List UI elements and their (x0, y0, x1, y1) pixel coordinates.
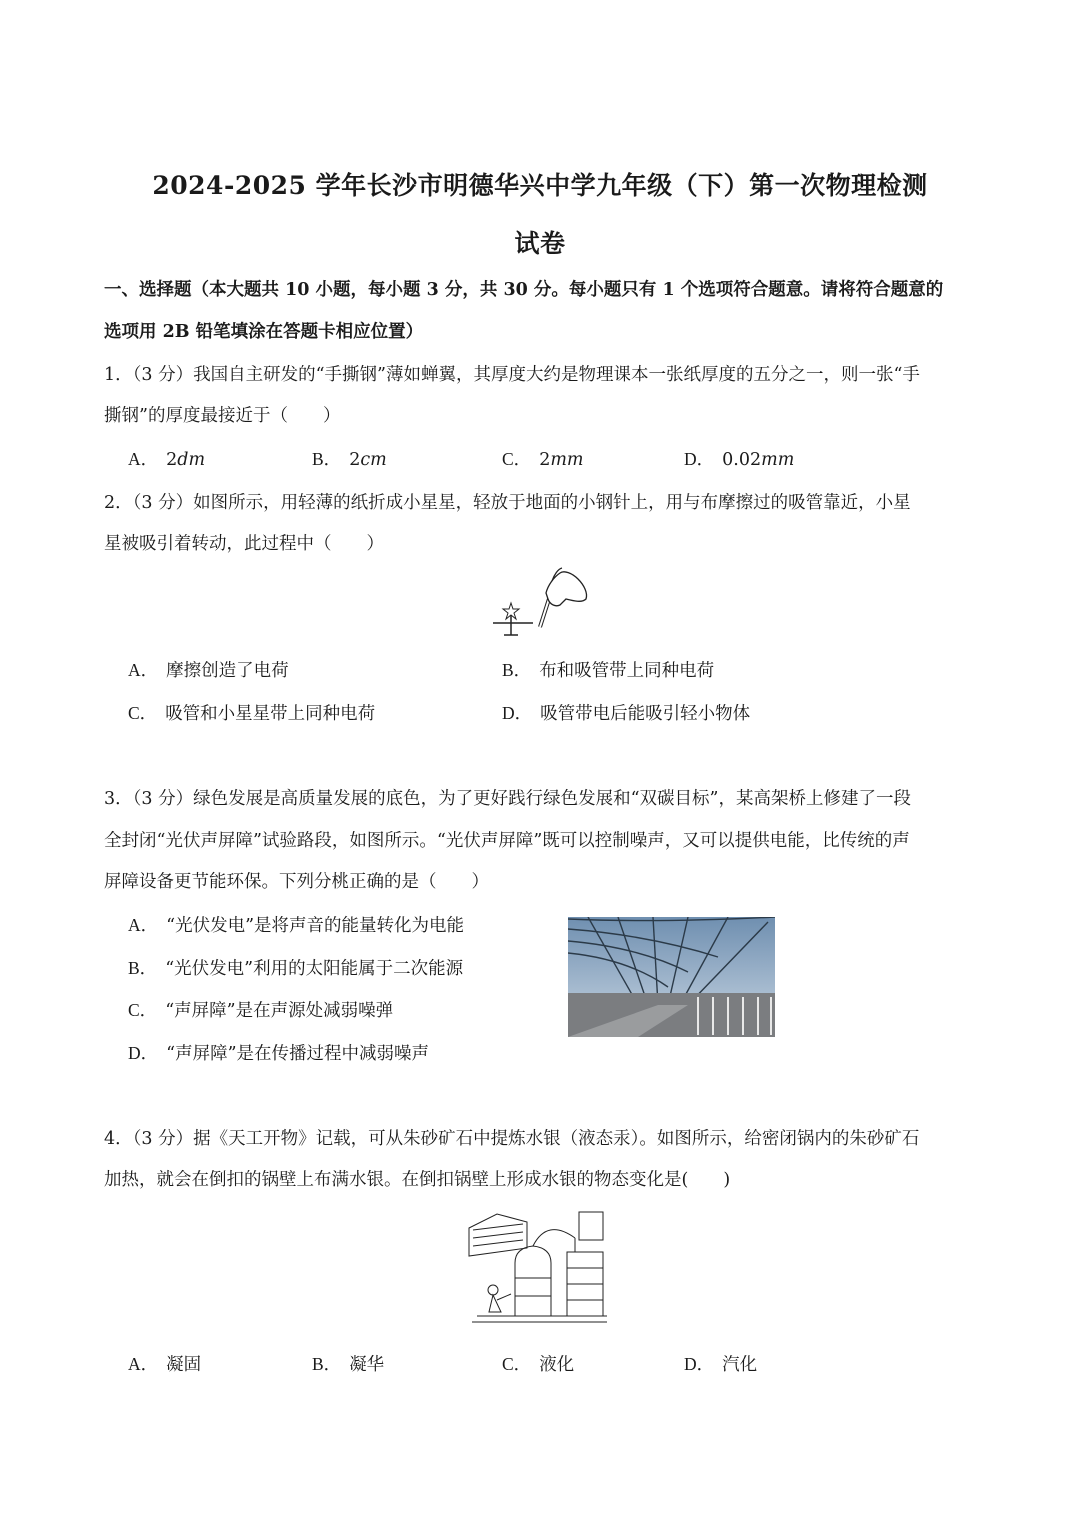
question-3-option-d[interactable]: D． “声屏障”是在传播过程中减弱噪声 (128, 1043, 430, 1064)
question-4-option-b[interactable]: B． 凝华 (312, 1354, 385, 1375)
question-2-option-b[interactable]: B． 布和吸管带上同种电荷 (502, 660, 715, 681)
question-2-stem: 2．（3 分）如图所示，用轻薄的纸折成小星星，轻放于地面的小钢针上，用与布摩擦过的吸管靠近，小星 (104, 493, 911, 513)
question-1-option-c[interactable]: C． 2mm (502, 449, 584, 470)
section-heading-line2: 选项用 2B 铅笔填涂在答题卡相应位置） (104, 322, 424, 342)
sound-barrier-photo (568, 917, 775, 1037)
question-3-option-b[interactable]: B． “光伏发电”利用的太阳能属于二次能源 (128, 958, 464, 979)
exam-title: 2024-2025 学年长沙市明德华兴中学九年级（下）第一次物理检测 (152, 171, 928, 200)
question-3-stem-line2: 全封闭“光伏声屏障”试验路段，如图所示。“光伏声屏障”既可以控制噪声，又可以提供电能，比传统的声 (104, 831, 910, 851)
question-4-stem-line2: 加热，就会在倒扣的锅壁上布满水银。在倒扣锅壁上形成水银的物态变化是( ) (104, 1170, 731, 1190)
question-3-option-c[interactable]: C． “声屏障”是在声源处减弱噪弹 (128, 1000, 394, 1021)
question-4-option-d[interactable]: D． 汽化 (684, 1354, 758, 1375)
straw-and-star-figure (488, 565, 593, 640)
exam-title-line2: 试卷 (514, 229, 566, 258)
question-3-stem-line3: 屏障设备更节能环保。下列分桃正确的是（ ） (104, 872, 489, 892)
question-1-option-d[interactable]: D． 0.02mm (684, 449, 795, 470)
question-2-stem-line2: 星被吸引着转动，此过程中（ ） (104, 534, 384, 554)
question-2-option-d[interactable]: D． 吸管带电后能吸引轻小物体 (502, 703, 751, 724)
question-3-stem: 3．（3 分）绿色发展是高质量发展的底色，为了更好践行绿色发展和“双碳目标”，某高架桥上修建了一段 (104, 789, 911, 809)
question-2-option-a[interactable]: A． 摩擦创造了电荷 (128, 660, 289, 681)
section-heading: 一、选择题（本大题共 10 小题，每小题 3 分，共 30 分。每小题只有 1 个选项符合题意。请将符合题意的 (104, 280, 944, 300)
question-1-stem-line2: 撕钢”的厚度最接近于（ ） (104, 406, 341, 426)
question-4-option-c[interactable]: C． 液化 (502, 1354, 575, 1375)
question-4-stem: 4．（3 分）据《天工开物》记载，可从朱砂矿石中提炼水银（液态汞）。如图所示，给密闭锅内的朱砂矿石 (104, 1129, 920, 1149)
question-1-option-b[interactable]: B． 2cm (312, 449, 387, 470)
question-1-option-a[interactable]: A． 2dm (128, 449, 206, 470)
question-2-option-c[interactable]: C． 吸管和小星星带上同种电荷 (128, 703, 376, 724)
mercury-refining-illustration (467, 1208, 612, 1326)
question-1-stem: 1．（3 分）我国自主研发的“手撕钢”薄如蝉翼，其厚度大约是物理课本一张纸厚度的五分之一，则一张“手 (104, 365, 920, 385)
question-4-option-a[interactable]: A． 凝固 (128, 1354, 202, 1375)
question-3-option-a[interactable]: A． “光伏发电”是将声音的能量转化为电能 (128, 915, 465, 936)
